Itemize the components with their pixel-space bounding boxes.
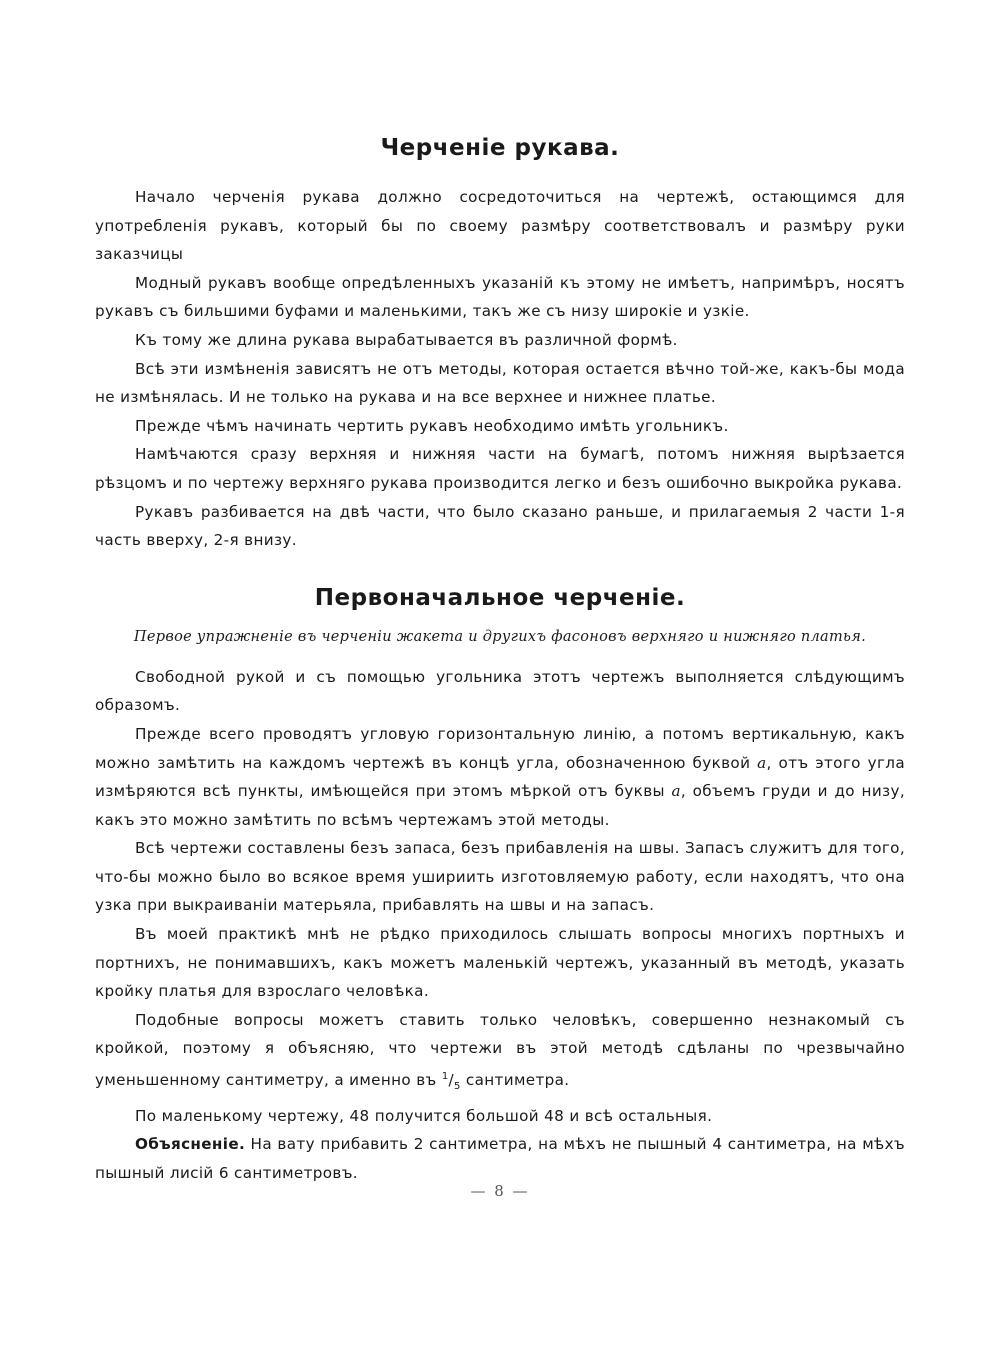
- page-number: — 8 —: [470, 1182, 530, 1200]
- fraction: $^1/_5$: [441, 1071, 461, 1093]
- document-page: [95, 130, 905, 1188]
- paragraph-text: Прежде всего проводятъ угловую горизонтальную линію, а потомъ вертикальную, какъ можно замѣтить на каждомъ чертежѣ въ концѣ угла, обозначенною буквой: [95, 724, 905, 772]
- section-title-sleeve: Черченіе рукава.: [380, 135, 620, 161]
- paragraph-text: , отъ этого угла измѣряются всѣ пункты, имѣющейся при этомъ мѣркой отъ буквы: [95, 753, 906, 801]
- paragraph-text: , объемъ груди и до низу, какъ это можно замѣтить по всѣмъ чертежамъ этой методы.: [95, 782, 905, 829]
- variable-letter: a: [671, 782, 681, 801]
- fraction-denominator: 5: [454, 1081, 461, 1093]
- paragraph: Рукавъ разбивается на двѣ части, что было сказано раньше, и прилагаемыя 2 части 1-я часть вверху, 2-я внизу.: [95, 502, 905, 550]
- paragraph: Прежде чѣмъ начинать чертить рукавъ необходимо имѣть угольникъ.: [135, 416, 729, 435]
- paragraph: Всѣ эти измѣненія зависятъ не отъ методы, которая остается вѣчно той-же, какъ-бы мода не измѣнялась. И не только на рукава и на все верхнее и нижнее платье.: [95, 359, 905, 407]
- paragraph: [95, 1006, 905, 1102]
- paragraph: Къ тому же длина рукава вырабатывается въ различной формѣ.: [135, 330, 678, 349]
- explanation-label: Объясненіе.: [135, 1135, 246, 1154]
- paragraph: [95, 1130, 905, 1187]
- paragraph: Намѣчаются сразу верхняя и нижняя части на бумагѣ, потомъ нижняя вырѣзается рѣзцомъ и по чертежу верхняго рукава производится легко и безъ ошибочно выкройка рукава.: [95, 445, 905, 492]
- paragraph-text: На вату прибавить 2 сантиметра, на мѣхъ не пышный 4 сантиметра, на мѣхъ пышный лисій 6 сантиметровъ.: [95, 1135, 905, 1182]
- paragraph-text: сантиметра.: [460, 1071, 570, 1090]
- paragraph: По маленькому чертежу, 48 получится большой 48 и всѣ остальныя.: [135, 1106, 713, 1125]
- variable-letter: a: [757, 753, 767, 772]
- paragraph: [95, 720, 905, 834]
- paragraph: Въ моей практикѣ мнѣ не рѣдко приходилось слышать вопросы многихъ портныхъ и портнихъ, не понимавшихъ, какъ можетъ маленькій чертежъ, указанный въ методѣ, указать кройку платья для взрослаго человѣка.: [95, 925, 905, 1001]
- paragraph: Начало черченія рукава должно сосредоточиться на чертежѣ, остающимся для употребленія рукавъ, который бы по своему размѣру соответствовалъ и размѣру руки заказчицы: [95, 188, 905, 264]
- section-title-initial-drafting: Первоначальное черченіе.: [314, 584, 686, 611]
- paragraph: Свободной рукой и съ помощью угольника этотъ чертежъ выполняется слѣдующимъ образомъ.: [95, 667, 905, 715]
- paragraph: Всѣ чертежи составлены безъ запаса, безъ прибавленія на швы. Запасъ служитъ для того, что-бы можно было во всякое время ушириить изготовляемую работу, если находятъ, что она узка при выкраиваніи матерьяла, прибавлять на швы и на запасъ.: [95, 839, 905, 915]
- section-subtitle: Первое упражненіе въ черченіи жакета и другихъ фасоновъ верхняго и нижняго платья.: [133, 628, 867, 645]
- fraction-numerator: 1: [441, 1071, 449, 1083]
- paragraph-text: Подобные вопросы можетъ ставить только человѣкъ, совершенно незнакомый съ кройкой, поэтому я объясняю, что чертежи въ этой методѣ сдѣланы по чрезвычайно уменьшенному сантиметру, а именно въ: [95, 1010, 905, 1090]
- paragraph: Модный рукавъ вообще опредѣленныхъ указаній къ этому не имѣетъ, напримѣръ, носятъ рукавъ съ бильшими буфами и маленькими, такъ же съ низу широкіе и узкіе.: [95, 273, 905, 321]
